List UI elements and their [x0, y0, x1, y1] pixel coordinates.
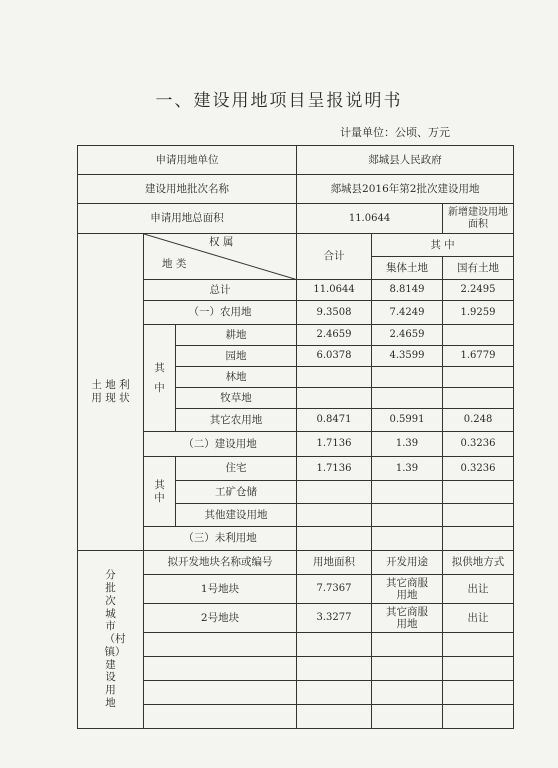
plot-use: 其它商服用地	[386, 576, 429, 601]
plot-name: 1号地块	[144, 575, 297, 604]
land-status-label-line2: 用 现 状	[91, 392, 130, 404]
among-agri-label	[144, 325, 176, 432]
row-name: 总计	[144, 280, 297, 301]
ownership-header: 权 属	[209, 236, 234, 248]
total-area-label: 申请用地总面积	[78, 204, 297, 234]
row-state	[443, 504, 514, 527]
plot-use-cell	[372, 604, 443, 633]
row-total: 0.8471	[297, 409, 372, 432]
row-collective	[372, 481, 443, 504]
batch-label: 建设用地批次名称	[78, 175, 297, 204]
row-state	[443, 481, 514, 504]
applicant-value: 郯城县人民政府	[297, 146, 514, 175]
row-name: （三）未利用地	[144, 527, 297, 551]
plot-area: 3.3277	[297, 604, 372, 633]
plot-supply: 出让	[443, 604, 514, 633]
row-total	[297, 367, 372, 388]
new-area-cell	[443, 204, 514, 234]
row-total: 11.0644	[297, 280, 372, 301]
among-header: 其 中	[372, 234, 514, 257]
land-status-label	[78, 234, 144, 551]
state-header: 国有土地	[443, 257, 514, 280]
collective-header: 集体土地	[372, 257, 443, 280]
row-collective: 1.39	[372, 457, 443, 481]
row-total	[297, 481, 372, 504]
row-total	[297, 527, 372, 551]
row-collective	[372, 367, 443, 388]
row-total	[297, 504, 372, 527]
row-name: 住宅	[176, 457, 297, 481]
table-row	[78, 301, 514, 325]
table-row	[78, 457, 514, 481]
table-row	[78, 280, 514, 301]
plot-supply: 出让	[443, 575, 514, 604]
row-total	[297, 388, 372, 409]
row-collective: 2.4659	[372, 325, 443, 346]
row-collective	[372, 527, 443, 551]
land-status-label-line1: 土 地 利	[91, 378, 130, 391]
land-type-header: 地 类	[162, 258, 187, 270]
document-title: 一、建设用地项目呈报说明书	[155, 91, 403, 111]
row-collective: 1.39	[372, 432, 443, 457]
row-name: 其它农用地	[176, 409, 297, 432]
row-state	[443, 527, 514, 551]
ownership-landtype-header	[144, 234, 297, 280]
table-row	[78, 705, 514, 729]
row-name: （二）建设用地	[144, 432, 297, 457]
plot-name: 2号地块	[144, 604, 297, 633]
plot-use: 其它商服用地	[386, 605, 429, 630]
among-char-2: 中	[154, 382, 165, 394]
plot-area-header: 用地面积	[297, 551, 372, 575]
table-row	[78, 325, 514, 346]
table-row	[78, 527, 514, 551]
row-state	[443, 388, 514, 409]
row-state	[443, 367, 514, 388]
total-area-value: 11.0644	[297, 204, 443, 234]
row-name: 林地	[176, 367, 297, 388]
plots-side-label	[78, 551, 144, 729]
among-char-1: 其	[154, 479, 165, 492]
land-use-table	[77, 145, 514, 729]
row-state: 0.248	[443, 409, 514, 432]
row-total: 9.3508	[297, 301, 372, 325]
among-construction-label	[144, 457, 176, 527]
row-total: 1.7136	[297, 457, 372, 481]
plot-supply-header: 拟供地方式	[443, 551, 514, 575]
total-header: 合计	[297, 234, 372, 280]
among-char-2: 中	[154, 491, 165, 504]
plot-name-header: 拟开发地块名称或编号	[144, 551, 297, 575]
among-char-1: 其	[154, 361, 165, 374]
plot-use-header: 开发用途	[372, 551, 443, 575]
row-name: 工矿仓储	[176, 481, 297, 504]
plot-area: 7.7367	[297, 575, 372, 604]
row-state: 1.9259	[443, 301, 514, 325]
row-state	[443, 325, 514, 346]
plots-side-label-text: 分批次城市（村镇）建设用地	[104, 569, 126, 710]
row-total: 2.4659	[297, 325, 372, 346]
row-state: 0.3236	[443, 457, 514, 481]
row-collective	[372, 504, 443, 527]
batch-value: 郯城县2016年第2批次建设用地	[297, 175, 514, 204]
table-row	[78, 657, 514, 681]
new-area-label: 新增建设用地面积	[448, 206, 509, 230]
row-total: 1.7136	[297, 432, 372, 457]
measurement-unit: 计量单位：公顷、万元	[340, 126, 450, 139]
row-collective	[372, 388, 443, 409]
row-collective: 7.4249	[372, 301, 443, 325]
plot-use-cell	[372, 575, 443, 604]
applicant-label: 申请用地单位	[78, 146, 297, 175]
row-state: 1.6779	[443, 346, 514, 367]
row-name: 牧草地	[176, 388, 297, 409]
table-row	[78, 432, 514, 457]
row-name: 耕地	[176, 325, 297, 346]
table-row	[78, 633, 514, 657]
table-row	[78, 604, 514, 633]
row-name: 其他建设用地	[176, 504, 297, 527]
row-name: 园地	[176, 346, 297, 367]
row-collective: 0.5991	[372, 409, 443, 432]
table-row	[78, 681, 514, 705]
row-total: 6.0378	[297, 346, 372, 367]
row-state: 0.3236	[443, 432, 514, 457]
row-collective: 8.8149	[372, 280, 443, 301]
table-row	[78, 575, 514, 604]
row-state: 2.2495	[443, 280, 514, 301]
row-name: （一）农用地	[144, 301, 297, 325]
row-collective: 4.3599	[372, 346, 443, 367]
